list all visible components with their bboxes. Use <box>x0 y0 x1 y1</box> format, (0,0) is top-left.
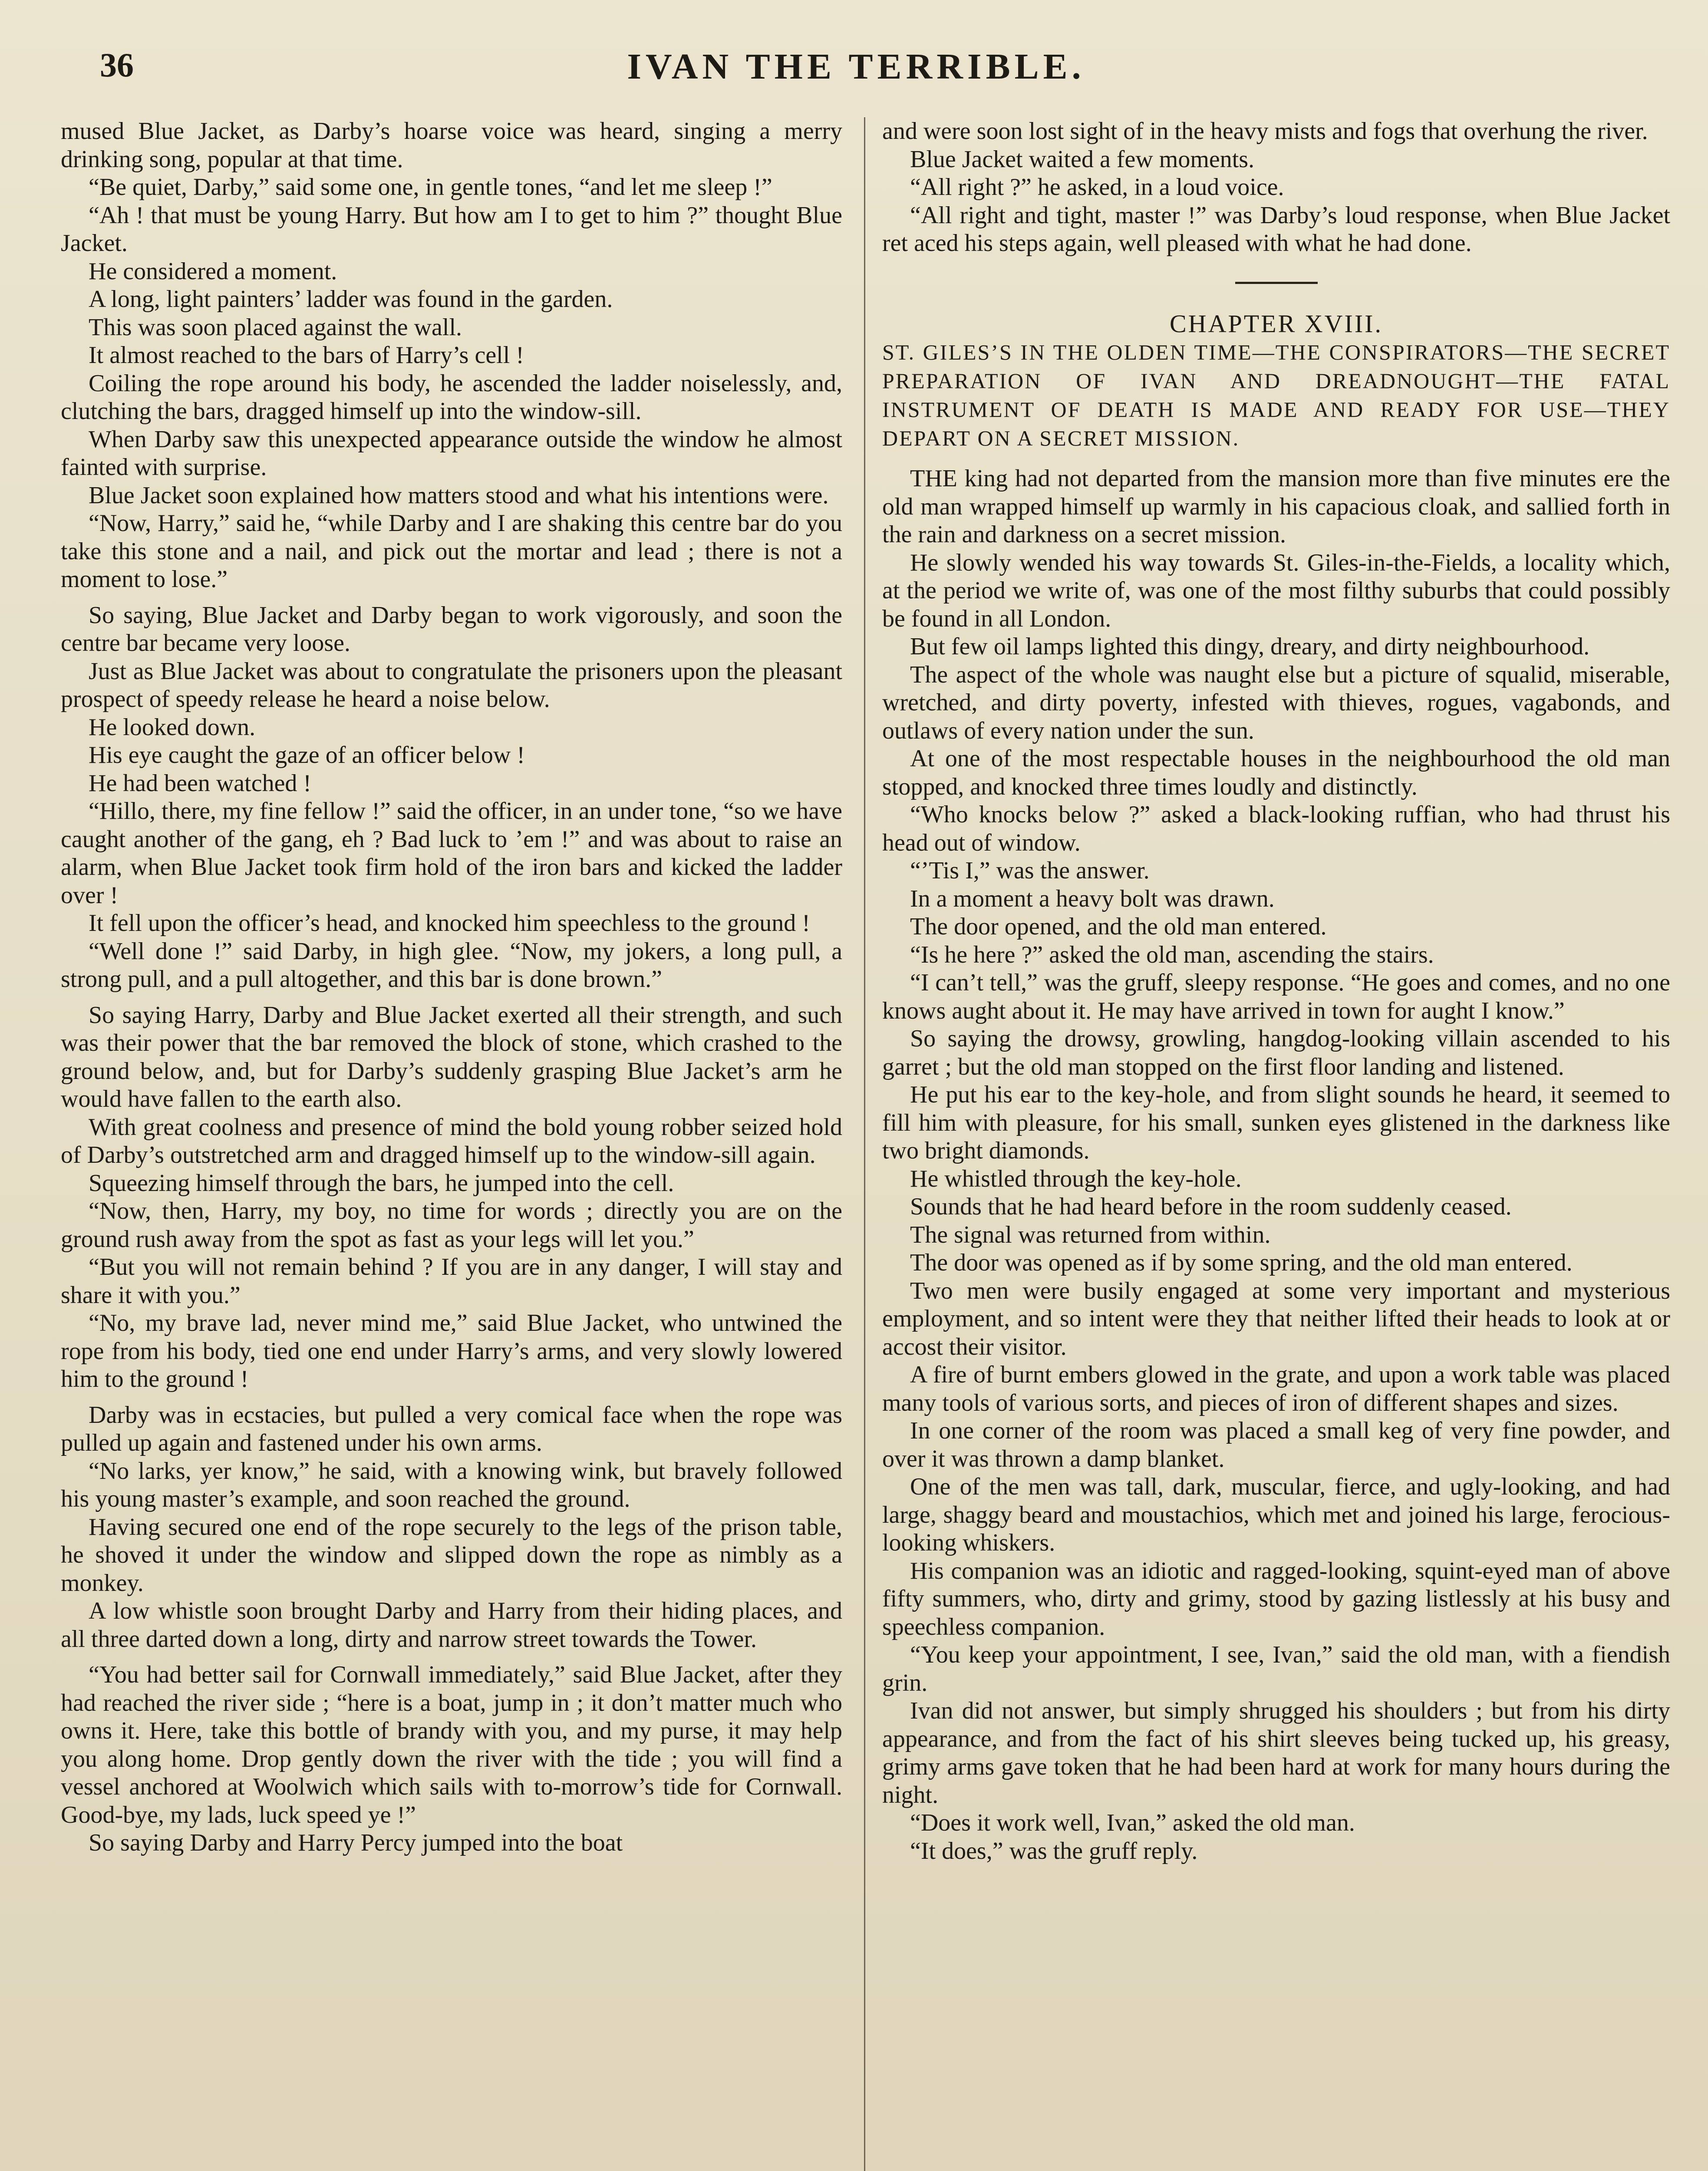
paragraph: The aspect of the whole was naught else but a picture of squalid, miserable, wretched, and dirty poverty, infested with thieves, rogues, vagabonds, and outlaws of every nation under the sun. <box>882 661 1670 744</box>
chapter-summary: ST. GILES’S IN THE OLDEN TIME—THE CONSPIRATORS—THE SECRET PREPARATION OF IVAN AND DREADNOUGHT—THE FATAL INSTRUMENT OF DEATH IS MADE AND READY FOR USE—THEY DEPART ON A SECRET MISSION. <box>882 340 1670 450</box>
paragraph: One of the men was tall, dark, muscular, fierce, and ugly-looking, and had large, shaggy beard and moustachios, which met and joined his large, ferocious-looking whiskers. <box>882 1473 1670 1556</box>
paragraph: His eye caught the gaze of an officer below ! <box>89 742 525 769</box>
paragraph: The door was opened as if by some spring, and the old man entered. <box>910 1249 1573 1276</box>
paragraph: He considered a moment. <box>89 257 337 285</box>
paragraph: So saying the drowsy, growling, hangdog-looking villain ascended to his garret ; but the old man stopped on the first floor landing and listened. <box>882 1025 1670 1080</box>
paragraph: A low whistle soon brought Darby and Harry from their hiding places, and all three darted down a long, dirty and narrow street towards the Tower. <box>61 1597 842 1653</box>
paragraph: “You keep your appointment, I see, Ivan,” said the old man, with a fiendish grin. <box>882 1641 1670 1696</box>
paragraph: Darby was in ecstacies, but pulled a very comical face when the rope was pulled up again and fastened under his own arms. <box>61 1401 842 1456</box>
paragraph: “’Tis I,” was the answer. <box>910 857 1150 884</box>
paragraph: “Does it work well, Ivan,” asked the old man. <box>910 1809 1355 1836</box>
paragraph: It almost reached to the bars of Harry’s cell ! <box>89 342 524 369</box>
chapter-heading: CHAPTER XVIII. <box>1170 309 1383 338</box>
paragraph: His companion was an idiotic and ragged-looking, squint-eyed man of above fifty summers, who, dirty and grimy, stood by gazing listlessly at his busy and speechless companion. <box>882 1557 1670 1640</box>
column-divider <box>864 117 865 2171</box>
paragraph: Two men were busily engaged at some very important and mysterious employment, and so intent were they that neither lifted their heads to look at or accost their visitor. <box>882 1277 1670 1360</box>
paragraph: He looked down. <box>89 713 256 741</box>
paragraph: It fell upon the officer’s head, and knocked him speechless to the ground ! <box>89 910 810 937</box>
page-header <box>100 46 1612 93</box>
right-column <box>882 117 1670 1865</box>
paragraph: “I can’t tell,” was the gruff, sleepy response. “He goes and comes, and no one knows aught about it. He may have arrived in town for aught I know.” <box>882 969 1670 1024</box>
paragraph: Sounds that he had heard before in the room suddenly ceased. <box>910 1193 1512 1220</box>
paragraph: A long, light painters’ ladder was found in the garden. <box>89 286 613 313</box>
paragraph: He whistled through the key-hole. <box>910 1165 1242 1192</box>
paragraph: He put his ear to the key-hole, and from slight sounds he heard, it seemed to fill him with pleasure, for his small, sunken eyes glistened in the darkness like two bright diamonds. <box>882 1081 1670 1164</box>
paragraph: Blue Jacket waited a few moments. <box>910 145 1255 173</box>
paragraph: “All right ?” he asked, in a loud voice. <box>910 174 1284 201</box>
paragraph: “No, my brave lad, never mind me,” said Blue Jacket, who untwined the rope from his body, tied one end under Harry’s arms, and very slowly lowered him to the ground ! <box>61 1310 842 1392</box>
paragraph: “Well done !” said Darby, in high glee. “Now, my jokers, a long pull, a strong pull, and a pull altogether, and this bar is done brown.” <box>61 937 842 993</box>
paragraph: “Now, Harry,” said he, “while Darby and I are shaking this centre bar do you take this stone and a nail, and pick out the mortar and lead ; there is not a moment to lose.” <box>61 510 842 593</box>
paragraph: So saying, Blue Jacket and Darby began to work vigorously, and soon the centre bar became very loose. <box>61 601 842 657</box>
paragraph: “You had better sail for Cornwall immediately,” said Blue Jacket, after they had reached the river side ; “here is a boat, jump in ; it don’t matter much who owns it. Here, take this bottle of brandy with you, and my purse, it may help you along home. Drop gently down the river with the tide ; you will find a vessel anchored at Woolwich which sails with to-morrow’s tide for Cornwall. Good-bye, my lads, luck speed ye !” <box>61 1661 842 1828</box>
paragraph: So saying Harry, Darby and Blue Jacket exerted all their strength, and such was their power that the bar removed the block of stone, which crashed to the ground below, and, but for Darby’s suddenly grasping Blue Jacket’s arm he would have fallen to the earth also. <box>61 1001 842 1112</box>
paragraph: This was soon placed against the wall. <box>89 313 462 341</box>
paragraph: THE king had not departed from the mansion more than five minutes ere the old man wrapped himself up warmly in his capacious cloak, and sallied forth in the rain and darkness on a secret mission. <box>882 465 1670 548</box>
paragraph: Squeezing himself through the bars, he jumped into the cell. <box>89 1169 674 1197</box>
paragraph: “No larks, yer know,” he said, with a knowing wink, but bravely followed his young master’s example, and soon reached the ground. <box>61 1457 842 1512</box>
paragraph: With great coolness and presence of mind the bold young robber seized hold of Darby’s outstretched arm and dragged himself up to the window-sill again. <box>61 1113 842 1168</box>
paragraph: mused Blue Jacket, as Darby’s hoarse voice was heard, singing a merry drinking song, popular at that time. <box>61 118 842 173</box>
paragraph: Coiling the rope around his body, he ascended the ladder noiselessly, and, clutching the bars, dragged himself up into the window-sill. <box>61 370 842 425</box>
running-title: IVAN THE TERRIBLE. <box>627 46 1085 87</box>
paragraph: The signal was returned from within. <box>910 1221 1271 1248</box>
paragraph: In one corner of the room was placed a small keg of very fine powder, and over it was thrown a damp blanket. <box>882 1417 1670 1472</box>
paragraph: He slowly wended his way towards St. Giles-in-the-Fields, a locality which, at the period we write of, was one of the most filthy suburbs that could possibly be found in all London. <box>882 549 1670 632</box>
paragraph: But few oil lamps lighted this dingy, dreary, and dirty neighbourhood. <box>910 633 1590 660</box>
left-column <box>61 117 842 1857</box>
paragraph: He had been watched ! <box>89 769 312 797</box>
page-number: 36 <box>100 46 134 84</box>
paragraph: “All right and tight, master !” was Darby’s loud response, when Blue Jacket ret aced his steps again, well pleased with what he had done. <box>882 201 1670 257</box>
paragraph: Blue Jacket soon explained how matters stood and what his intentions were. <box>89 482 829 509</box>
paragraph: At one of the most respectable houses in the neighbourhood the old man stopped, and knocked three times loudly and distinctly. <box>882 745 1670 800</box>
paragraph: So saying Darby and Harry Percy jumped into the boat <box>89 1829 623 1856</box>
paragraph: Ivan did not answer, but simply shrugged his shoulders ; but from his dirty appearance, and from the fact of his shirt sleeves being tucked up, his greasy, grimy arms gave token that he had been hard at work for many hours during the night. <box>882 1697 1670 1808</box>
paragraph: “It does,” was the gruff reply. <box>910 1837 1198 1864</box>
paragraph: When Darby saw this unexpected appearance outside the window he almost fainted with surprise. <box>61 426 842 481</box>
paragraph: In a moment a heavy bolt was drawn. <box>910 885 1275 912</box>
paragraph: “Be quiet, Darby,” said some one, in gentle tones, “and let me sleep !” <box>89 174 772 201</box>
paragraph: Just as Blue Jacket was about to congratulate the prisoners upon the pleasant prospect of speedy release he heard a noise below. <box>61 657 842 713</box>
paragraph: The door opened, and the old man entered. <box>910 913 1327 940</box>
paragraph: “Ah ! that must be young Harry. But how am I to get to him ?” thought Blue Jacket. <box>61 201 842 257</box>
paragraph: A fire of burnt embers glowed in the grate, and upon a work table was placed many tools of various sorts, and pieces of iron of different shapes and sizes. <box>882 1361 1670 1416</box>
paragraph: “Hillo, there, my fine fellow !” said the officer, in an under tone, “so we have caught another of the gang, eh ? Bad luck to ’em !” and was about to raise an alarm, when Blue Jacket took firm hold of the iron bars and kicked the ladder over ! <box>61 798 842 909</box>
paragraph: “Now, then, Harry, my boy, no time for words ; directly you are on the ground rush away from the spot as fast as your legs will let you.” <box>61 1198 842 1253</box>
section-rule <box>1235 282 1318 284</box>
paragraph: “Who knocks below ?” asked a black-looking ruffian, who had thrust his head out of window. <box>882 801 1670 856</box>
paragraph: Having secured one end of the rope securely to the legs of the prison table, he shoved it under the window and slipped down the rope as nimbly as a monkey. <box>61 1513 842 1597</box>
paragraph: “But you will not remain behind ? If you are in any danger, I will stay and share it with you.” <box>61 1254 842 1309</box>
paragraph: and were soon lost sight of in the heavy mists and fogs that overhung the river. <box>882 118 1648 145</box>
paragraph: “Is he here ?” asked the old man, ascending the stairs. <box>910 941 1434 968</box>
